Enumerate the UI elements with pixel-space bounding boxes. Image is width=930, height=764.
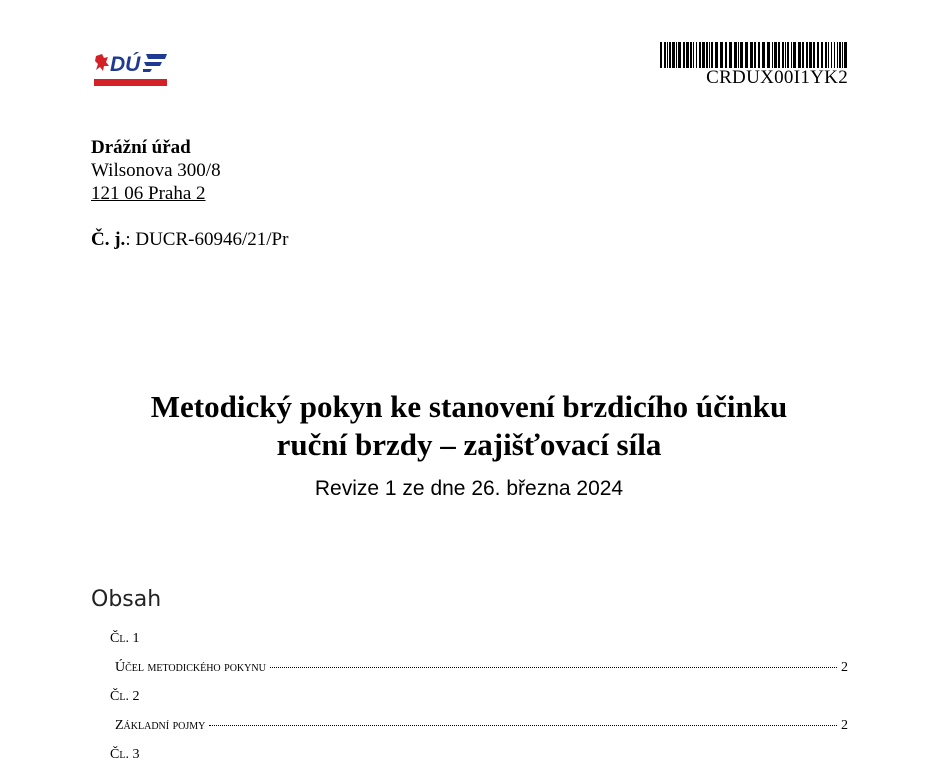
toc-leader [209, 725, 837, 726]
logo-letters: DÚ [110, 53, 141, 76]
sender-address [91, 136, 221, 205]
reference-label: Č. j. [91, 229, 126, 250]
toc-article-label: Čl. 1 [110, 631, 140, 646]
address-org: Drážní úřad [91, 137, 191, 158]
logo-red-bar [94, 79, 167, 86]
toc-entry-text: Základní pojmy [115, 718, 206, 733]
address-street: Wilsonova 300/8 [91, 160, 221, 181]
toc-page-number: 2 [841, 718, 848, 733]
toc-page-number: 2 [841, 660, 848, 675]
toc-article-label: Čl. 3 [110, 747, 140, 762]
toc-entry-link[interactable] [115, 717, 848, 735]
document-barcode [658, 42, 848, 88]
address-city: 121 06 Praha 2 [91, 183, 206, 204]
title-line-2: ruční brzdy – zajišťovací síla [276, 427, 662, 462]
reference-value: : DUCR-60946/21/Pr [125, 229, 289, 250]
du-logo [94, 52, 168, 88]
toc-entry-text: Účel metodického pokynu [115, 660, 266, 675]
toc-entry-link[interactable] [115, 659, 848, 677]
barcode-graphic [658, 42, 848, 68]
toc-heading: Obsah [91, 587, 162, 612]
title-line-1: Metodický pokyn ke stanovení brzdicího účinku [150, 389, 788, 424]
du-logo-graphic [94, 52, 168, 88]
toc-leader [270, 667, 837, 668]
lion-emblem [95, 54, 109, 71]
document-title [0, 388, 930, 464]
reference-number [91, 228, 288, 251]
barcode-number: CRDUX00I1YK2 [706, 67, 848, 88]
toc-article-label: Čl. 2 [110, 689, 140, 704]
document-subtitle: Revize 1 ze dne 26. března 2024 [314, 477, 624, 500]
